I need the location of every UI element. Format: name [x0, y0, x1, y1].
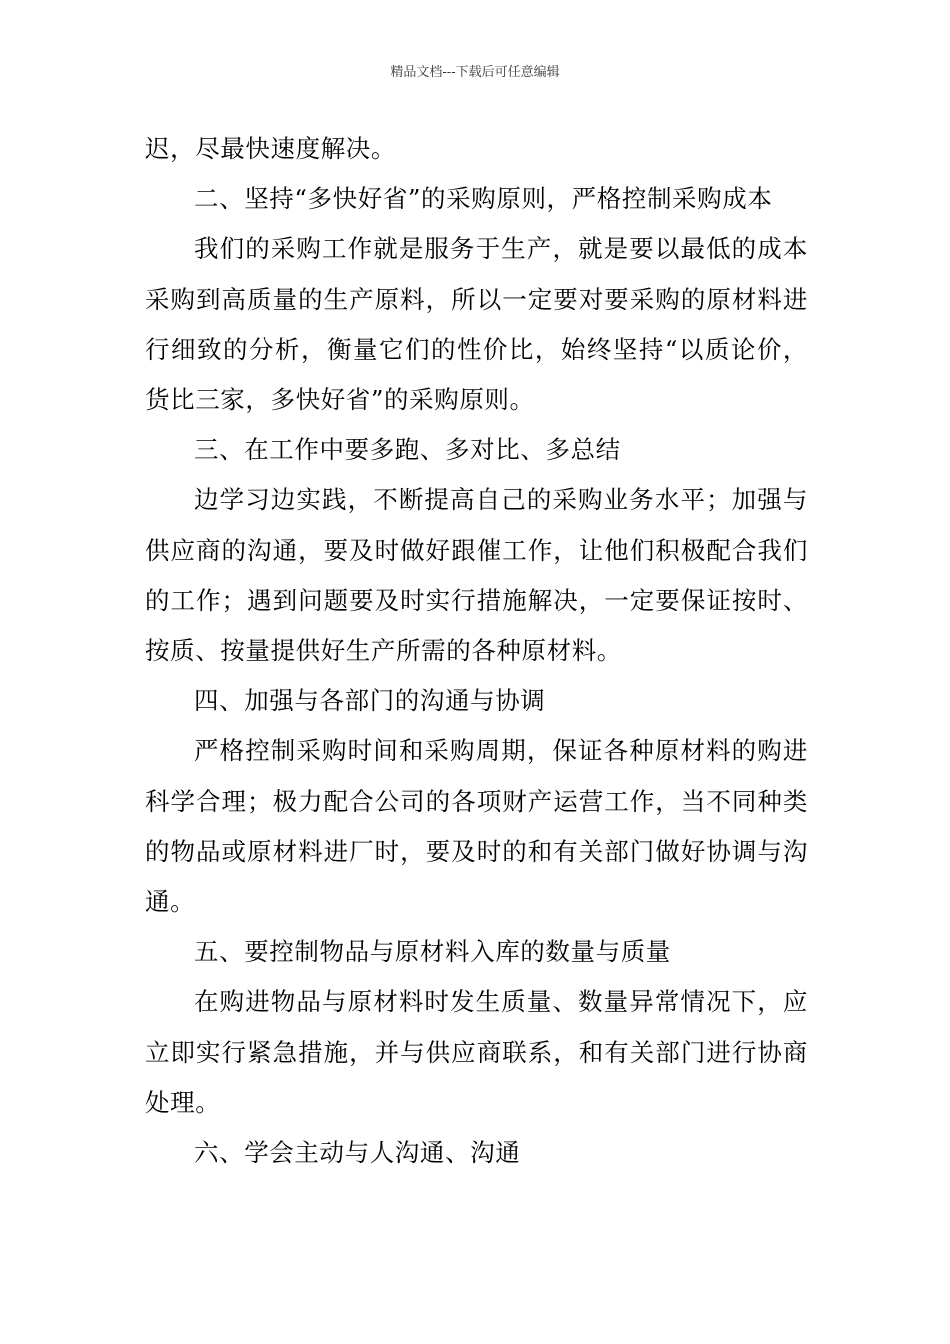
paragraph-section-4: 严格控制采购时间和采购周期，保证各种原材料的购进科学合理；极力配合公司的各项财产运营工作，当不同种类的物品或原材料进厂时，要及时的和有关部门做好协调与沟通。 — [145, 736, 808, 917]
section-heading-5: 五、要控制物品与原材料入库的数量与质量 — [194, 937, 671, 967]
section-heading-2: 二、坚持“多快好省”的采购原则，严格控制采购成本 — [194, 184, 773, 214]
section-heading-4: 四、加强与各部门的沟通与协调 — [194, 686, 546, 716]
paragraph-section-2: 我们的采购工作就是服务于生产，就是要以最低的成本采购到高质量的生产原料，所以一定要对要采购的原材料进行细致的分析，衡量它们的性价比，始终坚持“以质论价，货比三家，多快好省”的采购原则。 — [145, 234, 808, 415]
paragraph-section-3: 边学习边实践，不断提高自己的采购业务水平；加强与供应商的沟通，要及时做好跟催工作，让他们积极配合我们的工作；遇到问题要及时实行措施解决，一定要保证按时、按质、按量提供好生产所需的各种原材料。 — [145, 485, 808, 666]
section-heading-3: 三、在工作中要多跑、多对比、多总结 — [194, 435, 621, 465]
paragraph-section-5: 在购进物品与原材料时发生质量、数量异常情况下，应立即实行紧急措施，并与供应商联系，和有关部门进行协商处理。 — [145, 987, 808, 1117]
paragraph-continuation: 迟，尽最快速度解决。 — [145, 134, 396, 163]
document-body — [145, 124, 808, 1178]
section-heading-6: 六、学会主动与人沟通、沟通 — [194, 1138, 521, 1168]
page-header: 精品文档---下载后可任意编辑 — [390, 65, 560, 80]
